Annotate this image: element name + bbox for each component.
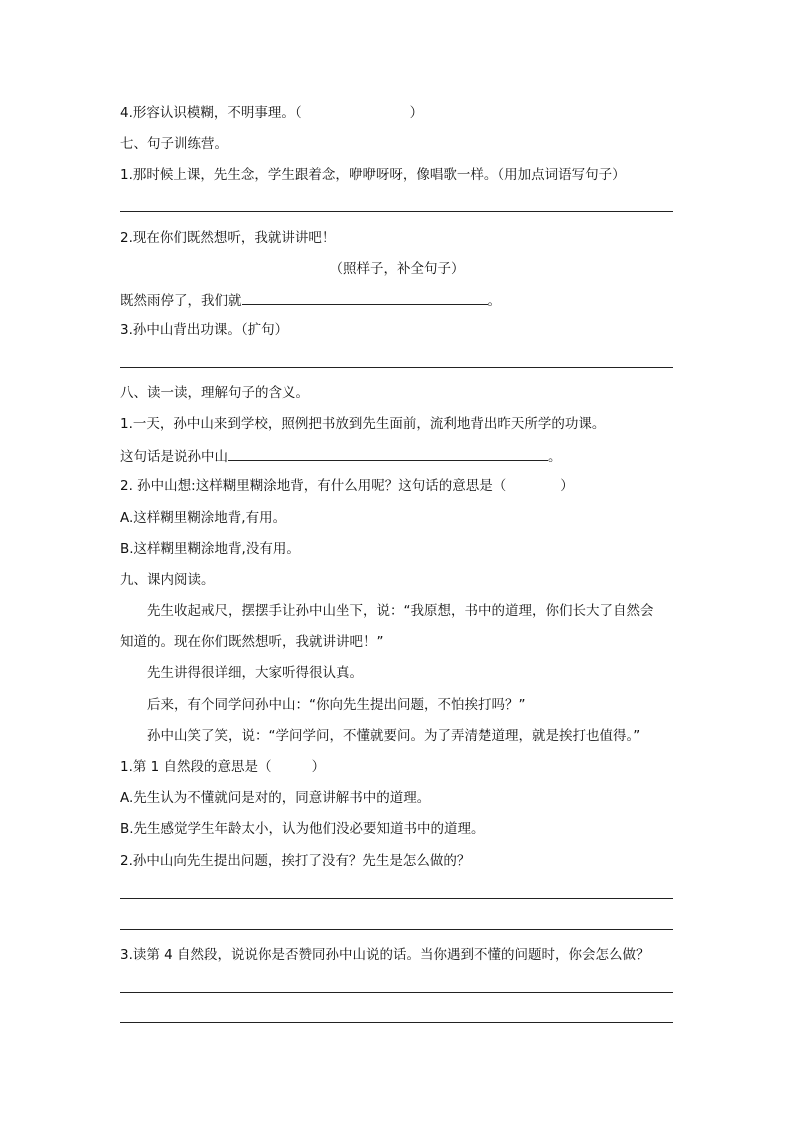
question-text: 2. 孙中山想:这样糊里糊涂地背，有什么用呢？这句话的意思是（ [120,478,507,494]
section-8-question-1-fill [120,446,562,466]
passage-paragraph-4: 孙中山笑了笑，说：“学问学问，不懂就要问。为了弄清楚道理，就是挨打也值得。” [147,728,641,744]
section-7-question-2-fill [120,290,501,310]
answer-line[interactable] [120,992,673,993]
section-9-question-1 [120,758,325,776]
section-7-question-3: 3.孙中山背出功课。（扩句） [120,322,289,338]
section-8-heading: 八、读一读，理解句子的含义。 [120,385,309,401]
fill-prefix: 这句话是说孙中山 [120,449,228,465]
question-text: 1.第 1 自然段的意思是（ [120,759,272,775]
answer-line[interactable] [120,367,673,368]
fill-prefix: 既然雨停了，我们就 [120,293,242,309]
passage-paragraph-3: 后来，有个同学问孙中山：“你向先生提出问题，不怕挨打吗？” [147,697,526,713]
question-4-abstract [120,104,423,122]
fill-blank[interactable] [242,290,488,305]
answer-line[interactable] [120,898,673,899]
fill-suffix: 。 [548,449,562,465]
section-9-option-b: B.先生感觉学生年龄太小，认为他们没必要知道书中的道理。 [120,821,485,837]
section-9-question-3: 3.读第 4 自然段，说说你是否赞同孙中山说的话。当你遇到不懂的问题时，你会怎么做？ [120,947,650,963]
section-7-question-1: 1.那时候上课，先生念，学生跟着念，咿咿呀呀，像唱歌一样。（用加点词语写句子） [120,167,626,183]
section-9-option-a: A.先生认为不懂就问是对的，同意讲解书中的道理。 [120,790,431,806]
question-close: ） [311,759,326,775]
section-8-option-b: B.这样糊里糊涂地背,没有用。 [120,541,300,557]
fill-blank[interactable] [228,446,548,461]
section-8-question-1: 1.一天，孙中山来到学校，照例把书放到先生面前，流利地背出昨天所学的功课。 [120,416,606,432]
passage-paragraph-2: 先生讲得很详细，大家听得很认真。 [147,665,363,681]
section-7-question-2-note: （照样子，补全句子） [329,261,465,277]
question-close: ） [560,478,574,494]
answer-line[interactable] [120,1022,673,1023]
section-7-heading: 七、句子训练营。 [120,136,228,152]
section-7-question-2: 2.现在你们既然想听，我就讲讲吧！ [120,230,336,246]
question-4-close: ） [409,105,424,121]
section-9-question-2: 2.孙中山向先生提出问题，挨打了没有？先生是怎么做的？ [120,853,471,869]
question-4-text: 4.形容认识模糊，不明事理。（ [120,105,302,121]
section-8-option-a: A.这样糊里糊涂地背,有用。 [120,510,287,526]
passage-paragraph-1-line-2: 知道的。现在你们既然想听，我就讲讲吧！” [120,634,384,650]
section-9-heading: 九、课内阅读。 [120,572,215,588]
section-8-question-2 [120,477,574,495]
answer-line[interactable] [120,929,673,930]
answer-line[interactable] [120,211,673,212]
passage-paragraph-1-line-1: 先生收起戒尺，摆摆手让孙中山坐下，说：“我原想，书中的道理，你们长大了自然会 [147,603,654,619]
fill-suffix: 。 [487,293,501,309]
